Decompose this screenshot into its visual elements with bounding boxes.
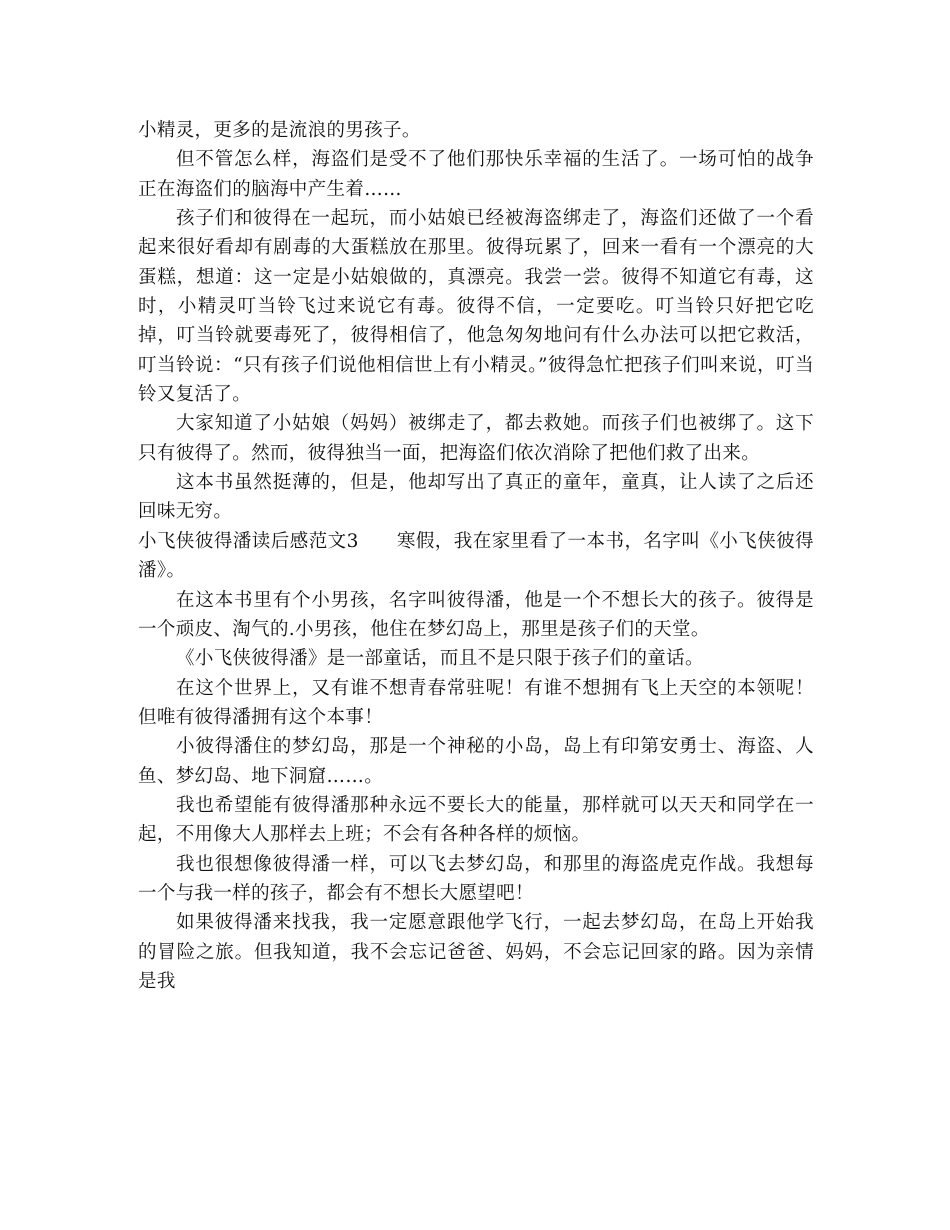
paragraph-10: 我也希望能有彼得潘那种永远不要长大的能量，那样就可以天天和同学在一起，不用像大人那样去上班；不会有各种各样的烦恼。 <box>138 794 814 846</box>
paragraph-6: 在这本书里有个小男孩，名字叫彼得潘，他是一个不想长大的孩子。彼得是一个顽皮、淘气的.小男孩，他住在梦幻岛上，那里是孩子们的天堂。 <box>138 589 814 640</box>
section-lead: 寒假，我在家里看了一本书，名字叫《小飞侠彼得潘》。 <box>138 530 814 582</box>
document-body <box>138 116 814 996</box>
paragraph-3: 孩子们和彼得在一起玩，而小姑娘已经被海盗绑走了，海盗们还做了一个看起来很好看却有剧毒的大蛋糕放在那里。彼得玩累了，回来一看有一个漂亮的大蛋糕，想道：这一定是小姑娘做的，真漂亮。我尝一尝。彼得不知道它有毒，这时，小精灵叮当铃飞过来说它有毒。彼得不信，一定要吃。叮当铃只好把它吃掉，叮当铃就要毒死了，彼得相信了，他急匆匆地问有什么办法可以把它救活，叮当铃说：“只有孩子们说他相信世上有小精灵。”彼得急忙把孩子们叫来说，叮当铃又复活了。 <box>138 208 814 406</box>
paragraph-7: 《小飞侠彼得潘》是一部童话，而且不是只限于孩子们的童话。 <box>176 648 704 670</box>
paragraph-11: 我也很想像彼得潘一样，可以飞去梦幻岛，和那里的海盗虎克作战。我想每一个与我一样的孩子，都会有不想长大愿望吧！ <box>138 853 814 904</box>
section-title: 小飞侠彼得潘读后感范文3 <box>138 530 359 552</box>
paragraph-12: 如果彼得潘来找我，我一定愿意跟他学飞行，一起去梦幻岛，在岛上开始我的冒险之旅。但我知道，我不会忘记爸爸、妈妈，不会忘记回家的路。因为亲情是我 <box>138 912 814 992</box>
paragraph-2: 但不管怎么样，海盗们是受不了他们那快乐幸福的生活了。一场可怕的战争正在海盗们的脑海中产生着…… <box>138 149 814 200</box>
paragraph-1: 小精灵，更多的是流浪的男孩子。 <box>138 120 421 141</box>
section-heading-line <box>138 527 814 586</box>
paragraph-5: 这本书虽然挺薄的，但是，他却写出了真正的童年，童真，让人读了之后还回味无穷。 <box>138 472 814 523</box>
paragraph-4: 大家知道了小姑娘（妈妈）被绑走了，都去救她。而孩子们也被绑了。这下只有彼得了。然而，彼得独当一面，把海盗们依次消除了把他们救了出来。 <box>138 413 814 464</box>
paragraph-8: 在这个世界上，又有谁不想青春常驻呢！有谁不想拥有飞上天空的本领呢！但唯有彼得潘拥有这个本事！ <box>138 677 814 728</box>
paragraph-9: 小彼得潘住的梦幻岛，那是一个神秘的小岛，岛上有印第安勇士、海盗、人鱼、梦幻岛、地下洞窟……。 <box>138 736 814 787</box>
